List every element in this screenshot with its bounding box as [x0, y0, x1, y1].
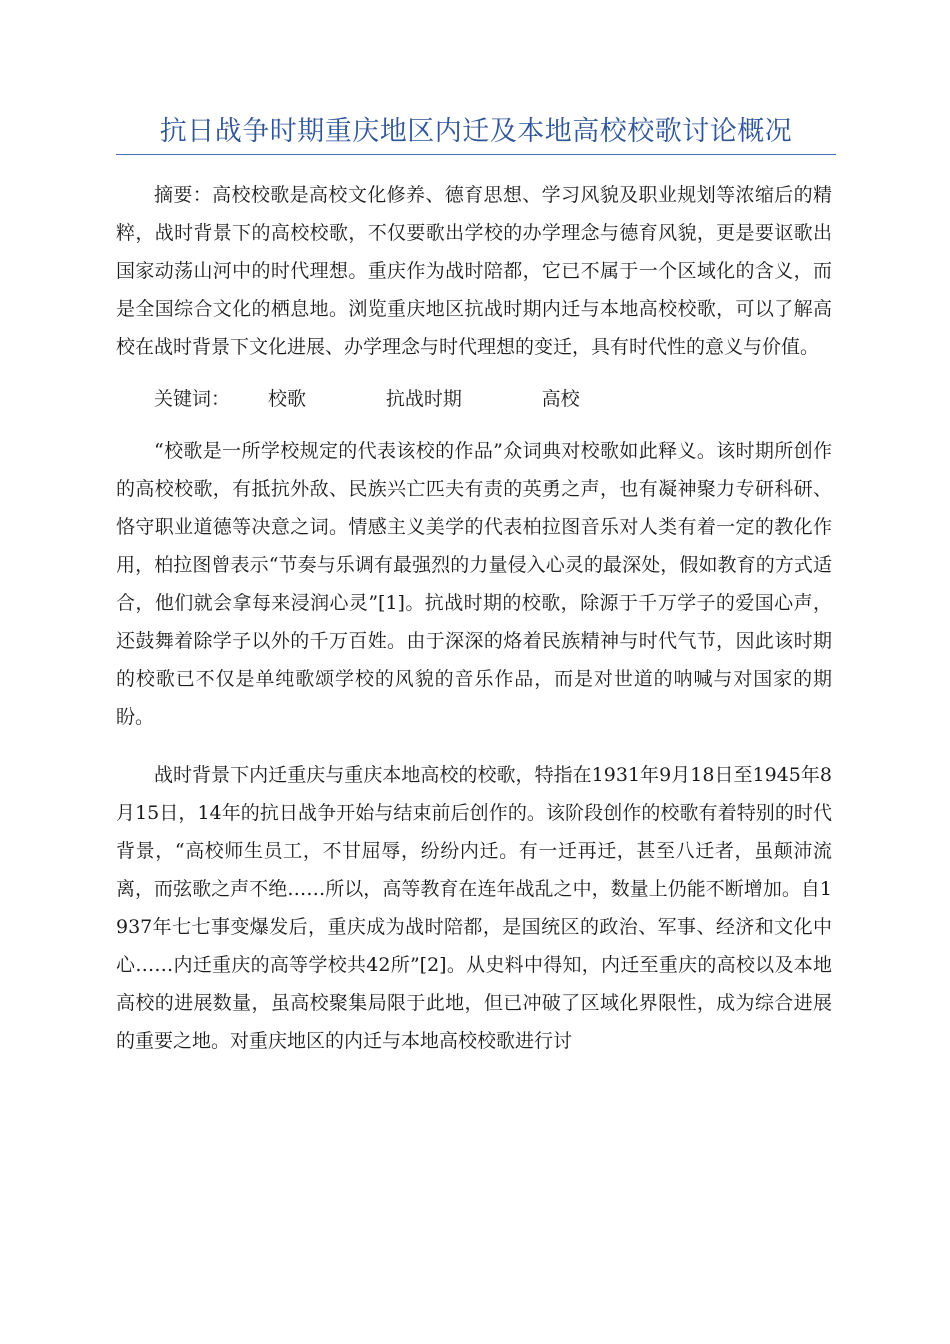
title-block	[116, 112, 836, 155]
keyword-item: 抗战时期	[385, 388, 462, 410]
keyword-item: 高校	[541, 388, 580, 410]
body-paragraph-1: “校歌是一所学校规定的代表该校的作品”众词典对校歌如此释义。该时期所创作的高校校歌，有抵抗外敌、民族兴亡匹夫有责的英勇之声，也有凝神聚力专研科研、恪守职业道德等决意之词。情感主义美学的代表柏拉图音乐对人类有着一定的教化作用，柏拉图曾表示“节奏与乐调有最强烈的力量侵入心灵的最深处，假如教育的方式适合，他们就会拿每来浸润心灵”[1]。抗战时期的校歌，除源于千万学子的爱国心声，还鼓舞着除学子以外的千万百姓。由于深深的烙着民族精神与时代气节，因此该时期的校歌已不仅是单纯歌颂学校的风貌的音乐作品，而是对世道的呐喊与对国家的期盼。	[116, 440, 832, 728]
title-underline	[116, 154, 836, 155]
abstract-paragraph: 摘要：高校校歌是高校文化修养、德育思想、学习风貌及职业规划等浓缩后的精粹，战时背景下的高校校歌，不仅要歌出学校的办学理念与德育风貌，更是要讴歌出国家动荡山河中的时代理想。重庆作为战时陪都，它已不属于一个区域化的含义，而是全国综合文化的栖息地。浏览重庆地区抗战时期内迁与本地高校校歌，可以了解高校在战时背景下文化进展、办学理念与时代理想的变迁，具有时代性的意义与价值。	[116, 184, 832, 358]
body-paragraph-2: 战时背景下内迁重庆与重庆本地高校的校歌，特指在1931年9月18日至1945年8月15日，14年的抗日战争开始与结束前后创作的。该阶段创作的校歌有着特别的时代背景，“高校师生员工，不甘屈辱，纷纷内迁。有一迁再迁，甚至八迁者，虽颠沛流离，而弦歌之声不绝……所以，高等教育在连年战乱之中，数量上仍能不断增加。自1937年七七事变爆发后，重庆成为战时陪都，是国统区的政治、军事、经济和文化中心……内迁重庆的高等学校共42所”[2]。从史料中得知，内迁至重庆的高校以及本地高校的进展数量，虽高校聚集局限于此地，但已冲破了区域化界限性，成为综合进展的重要之地。对重庆地区的内迁与本地高校校歌进行讨	[116, 764, 832, 1052]
keywords-label: 关键词：	[154, 388, 231, 410]
keywords-line	[116, 380, 832, 418]
document-body	[116, 176, 832, 1060]
keyword-item: 校歌	[268, 388, 307, 410]
document-title: 抗日战争时期重庆地区内迁及本地高校校歌讨论概况	[159, 116, 793, 147]
